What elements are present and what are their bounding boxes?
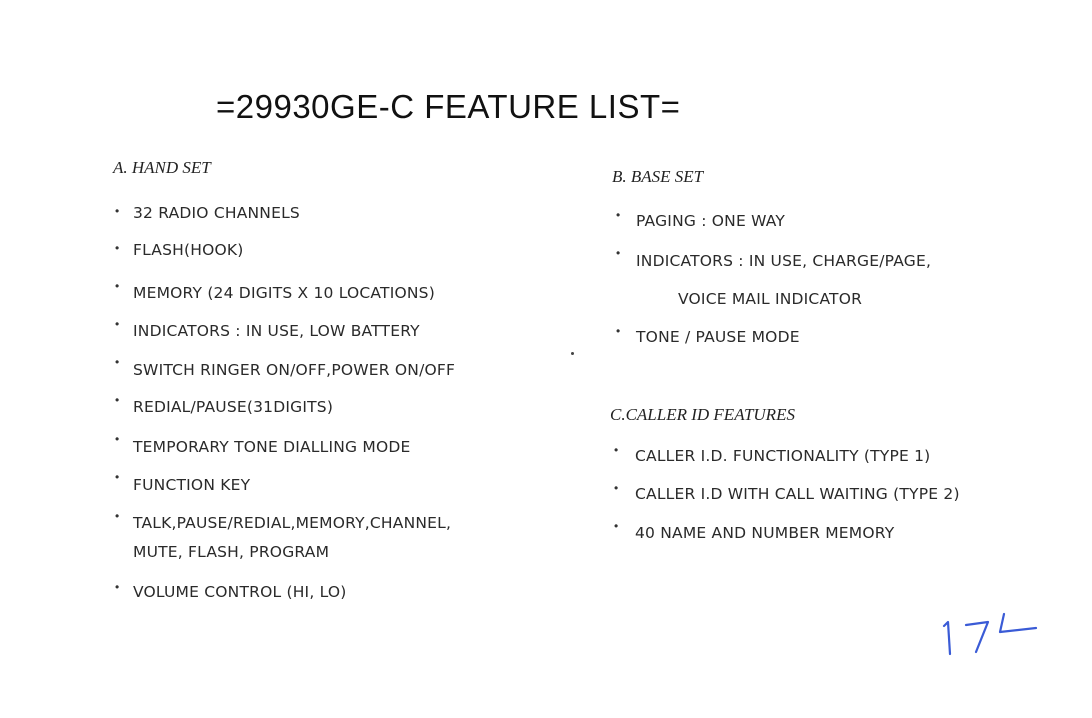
ink-speck bbox=[571, 352, 574, 355]
hand-set-item: INDICATORS : IN USE, LOW BATTERY bbox=[133, 322, 420, 340]
hand-set-item-continuation: MUTE, FLASH, PROGRAM bbox=[133, 543, 330, 561]
hand-set-item: TALK,PAUSE/REDIAL,MEMORY,CHANNEL, bbox=[133, 514, 452, 532]
hand-set-item: FUNCTION KEY bbox=[133, 476, 251, 494]
bullet-icon: • bbox=[614, 481, 619, 495]
bullet-icon: • bbox=[115, 393, 120, 407]
handwritten-note-17L bbox=[938, 608, 1043, 663]
caller-id-heading: C.CALLER ID FEATURES bbox=[610, 405, 795, 424]
bullet-icon: • bbox=[115, 432, 120, 446]
base-set-item: PAGING : ONE WAY bbox=[636, 212, 786, 230]
bullet-icon: • bbox=[614, 519, 619, 533]
caller-id-item: 40 NAME AND NUMBER MEMORY bbox=[635, 524, 895, 542]
base-set-item: INDICATORS : IN USE, CHARGE/PAGE, bbox=[636, 252, 932, 270]
caller-id-item: CALLER I.D WITH CALL WAITING (TYPE 2) bbox=[635, 485, 960, 503]
bullet-icon: • bbox=[115, 509, 120, 523]
hand-set-heading: A. HAND SET bbox=[113, 158, 211, 177]
bullet-icon: • bbox=[115, 279, 120, 293]
caller-id-item: CALLER I.D. FUNCTIONALITY (TYPE 1) bbox=[635, 447, 931, 465]
bullet-icon: • bbox=[616, 246, 621, 260]
base-set-item-continuation: VOICE MAIL INDICATOR bbox=[678, 290, 863, 308]
bullet-icon: • bbox=[115, 470, 120, 484]
bullet-icon: • bbox=[115, 241, 120, 255]
bullet-icon: • bbox=[616, 324, 621, 338]
hand-set-item: SWITCH RINGER ON/OFF,POWER ON/OFF bbox=[133, 361, 456, 379]
hand-set-item: 32 RADIO CHANNELS bbox=[133, 204, 300, 222]
bullet-icon: • bbox=[614, 443, 619, 457]
base-set-heading: B. BASE SET bbox=[612, 167, 704, 186]
hand-set-item: VOLUME CONTROL (HI, LO) bbox=[133, 583, 347, 601]
page-title: =29930GE-C FEATURE LIST= bbox=[216, 88, 681, 125]
hand-set-item: TEMPORARY TONE DIALLING MODE bbox=[133, 438, 411, 456]
hand-set-item: FLASH(HOOK) bbox=[133, 241, 244, 259]
bullet-icon: • bbox=[115, 317, 120, 331]
hand-set-item: MEMORY (24 DIGITS X 10 LOCATIONS) bbox=[133, 284, 435, 302]
base-set-item: TONE / PAUSE MODE bbox=[636, 328, 800, 346]
hand-set-item: REDIAL/PAUSE(31DIGITS) bbox=[133, 398, 334, 416]
bullet-icon: • bbox=[115, 204, 120, 218]
bullet-icon: • bbox=[115, 580, 120, 594]
bullet-icon: • bbox=[115, 355, 120, 369]
bullet-icon: • bbox=[616, 208, 621, 222]
